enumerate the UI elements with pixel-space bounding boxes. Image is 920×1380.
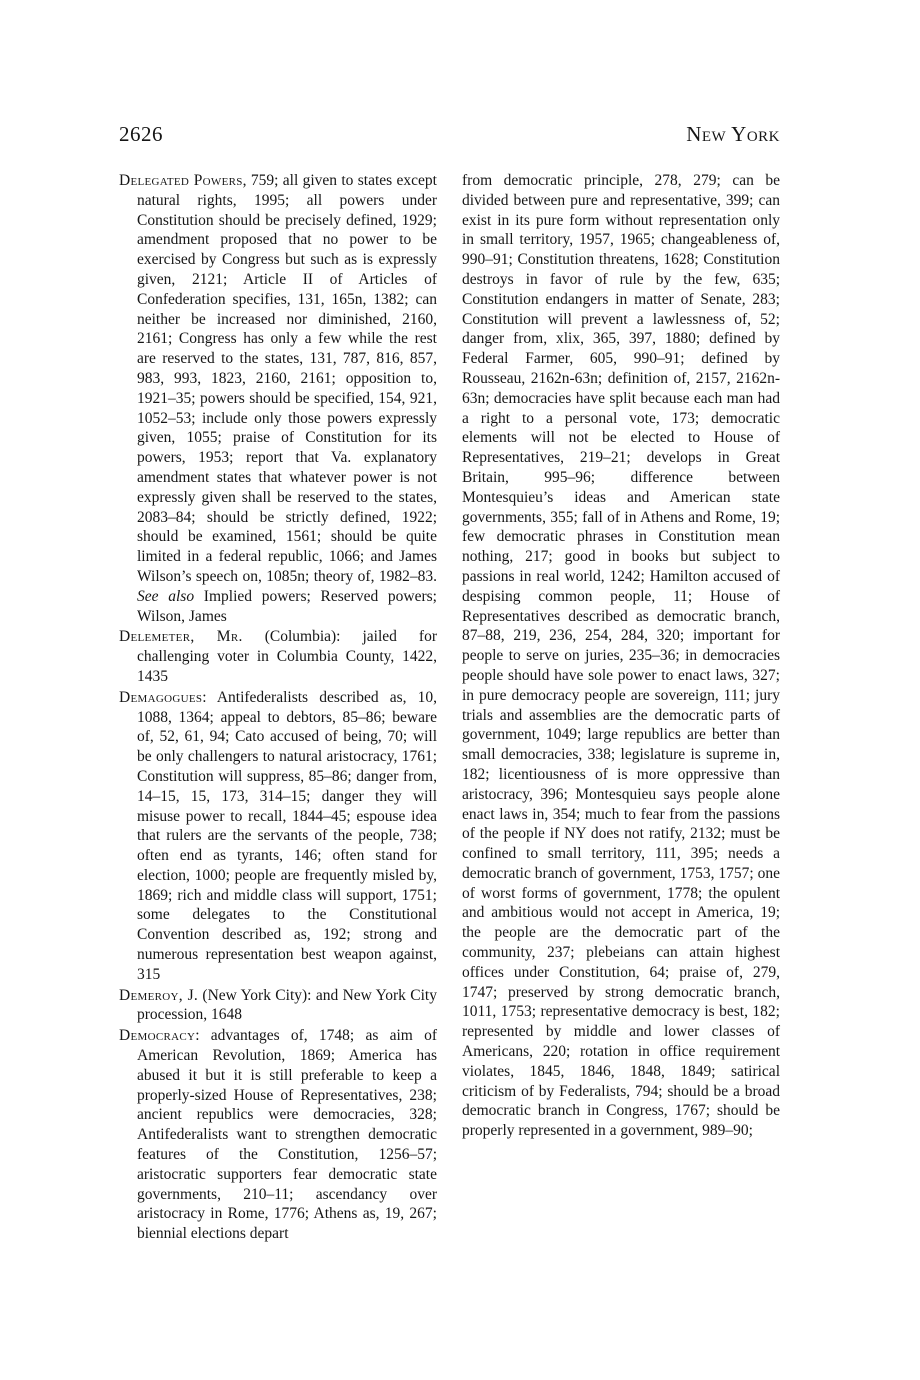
index-column-left xyxy=(119,171,437,1245)
running-head: New York xyxy=(686,122,780,146)
entry-text: : Antifederalists described as, 10, 1088, 1364; appeal to debtors, 85–86; beware of, 52, 61, 94; Cato accused of being, 70; will be only challengers to natural aristocracy, 1761; Constitution will suppress, 85–86; danger from, 14–15, 15, 173, 314–15; danger they will misuse power to recall, 1844–45; espouse idea that rulers are the servants of the people, 738; often end as tyrants, 146; often stand for election, 1000; people are frequently misled by, 1869; rich and middle class will support, 1751; some delegates to the Constitutional Convention described as, 192; strong and numerous representation best weapon against, 315 xyxy=(137,688,437,983)
entry-heading: Delemeter, Mr. xyxy=(119,628,243,646)
index-entry-delemeter xyxy=(119,627,437,686)
entry-text-after: Implied powers; Reserved powers; Wilson, James xyxy=(137,587,437,625)
entry-heading: Delegated Powers xyxy=(119,172,243,189)
index-entry-delegated-powers xyxy=(119,171,437,626)
entry-heading: Democracy xyxy=(119,1027,196,1045)
entry-text: , 759; all given to states except natural rights, 1995; all powers under Constitution should be precisely defined, 1929; amendment proposed that no power to be exercised by Congress but such as is expressly given, 2121; Article II of Articles of Confederation specifies, 131, 165n, 1382; can neither be increased nor diminished, 2160, 2161; Congress has only a few while the rest are reserved to the states, 131, 787, 816, 857, 983, 993, 1823, 2160, 2161; opposition to, 1921–35; powers should be specified, 154, 921, 1052–53; include only those powers expressly given, 1055; praise of Constitution for its powers, 1953; report that Va. explanatory amendment states that whatever power is not expressly given shall be reserved to the states, 2083–84; should be strictly defined, 1922; should be examined, 1561; should be quite limited in a federal republic, 1066; and James Wilson’s speech on, 1085n; theory of, 1982–83. xyxy=(137,172,437,585)
entry-text: : advantages of, 1748; as aim of American Revolution, 1869; America has abused it but it is still preferable to keep a properly-sized House of Representatives, 238; ancient republics were democracies, 328; Antifederalists want to strengthen democratic features of the Constitution, 1256–57; aristocratic supporters fear democratic state governments, 210–11; ascendancy over aristocracy in Rome, 1776; Athens as, 19, 267; biennial elections depart xyxy=(137,1027,437,1243)
index-entry-democracy xyxy=(119,1026,437,1244)
index-entry-demagogues xyxy=(119,688,437,985)
entry-heading: Demagogues xyxy=(119,688,203,706)
see-also-label: See also xyxy=(137,587,195,605)
entry-text: (Columbia): jailed for challenging voter in Columbia County, 1422, 1435 xyxy=(137,628,437,685)
entry-heading: Demeroy, J. xyxy=(119,986,199,1004)
index-entry-democracy-continued: from democratic principle, 278, 279; can be divided between pure and representative, 399; can exist in its pure form without representation only in small territory, 1957, 1965; changeableness of, 990–91; Constitution threatens, 1628; Constitution destroys in favor of rule by the few, 635; Constitution endangers in matter of Senate, 283; Constitution will prevent a lawlessness of, 52; danger from, xlix, 365, 397, 1880; defined by Federal Farmer, 605, 990–91; defined by Rousseau, 2162n-63n; definition of, 2157, 2162n-63n; democracies have split because each man had a right to a personal vote, 173; democratic elements will not be elected to House of Representatives, 219–21; develops in Great Britain, 995–96; difference between Montesquieu’s ideas and American state governments, 355; fall of in Athens and Rome, 19; few democratic phrases in Constitution mean nothing, 217; good in books but subject to passions in real world, 1242; Hamilton accused of despising common people, 11; House of Representatives described as democratic branch, 87–88, 219, 236, 254, 284, 320; important for people to serve on juries, 235–36; in democracies people should have sole power to enact laws, 327; in pure democracy people are sovereign, 111; jury trials and assemblies are the democratic parts of government, 1049; large republics are better than small democracies, 338; legislature is supreme in, 182; licentiousness of is more oppressive than aristocracy, 396; Montesquieu says people alone enact laws in, 354; much to fear from the passions of the people if NY does not ratify, 2132; must be confined to small territory, 111, 395; needs a democratic branch of government, 1753, 1757; one of worst forms of government, 1778; the opulent and ambitious would not accept in America, 19; the people are the democratic part of the community, 237; plebeians can attain highest offices under Constitution, 64; praise of, 279, 1747; preserved by strong democratic branch, 1011, 1753; representative democracy is best, 182; represented by middle and lower classes of Americans, 220; rotation in office requirement violates, 1845, 1846, 1848, 1849; satirical criticism of by Federalists, 794; should be a broad democratic branch in Congress, 1767; should be properly represented in a government, 989–90; xyxy=(462,172,780,1140)
page-number: 2626 xyxy=(119,122,163,146)
entry-text: (New York City): and New York City procession, 1648 xyxy=(137,986,437,1024)
index-entry-demeroy xyxy=(119,986,437,1026)
index-column-right xyxy=(462,171,780,1142)
